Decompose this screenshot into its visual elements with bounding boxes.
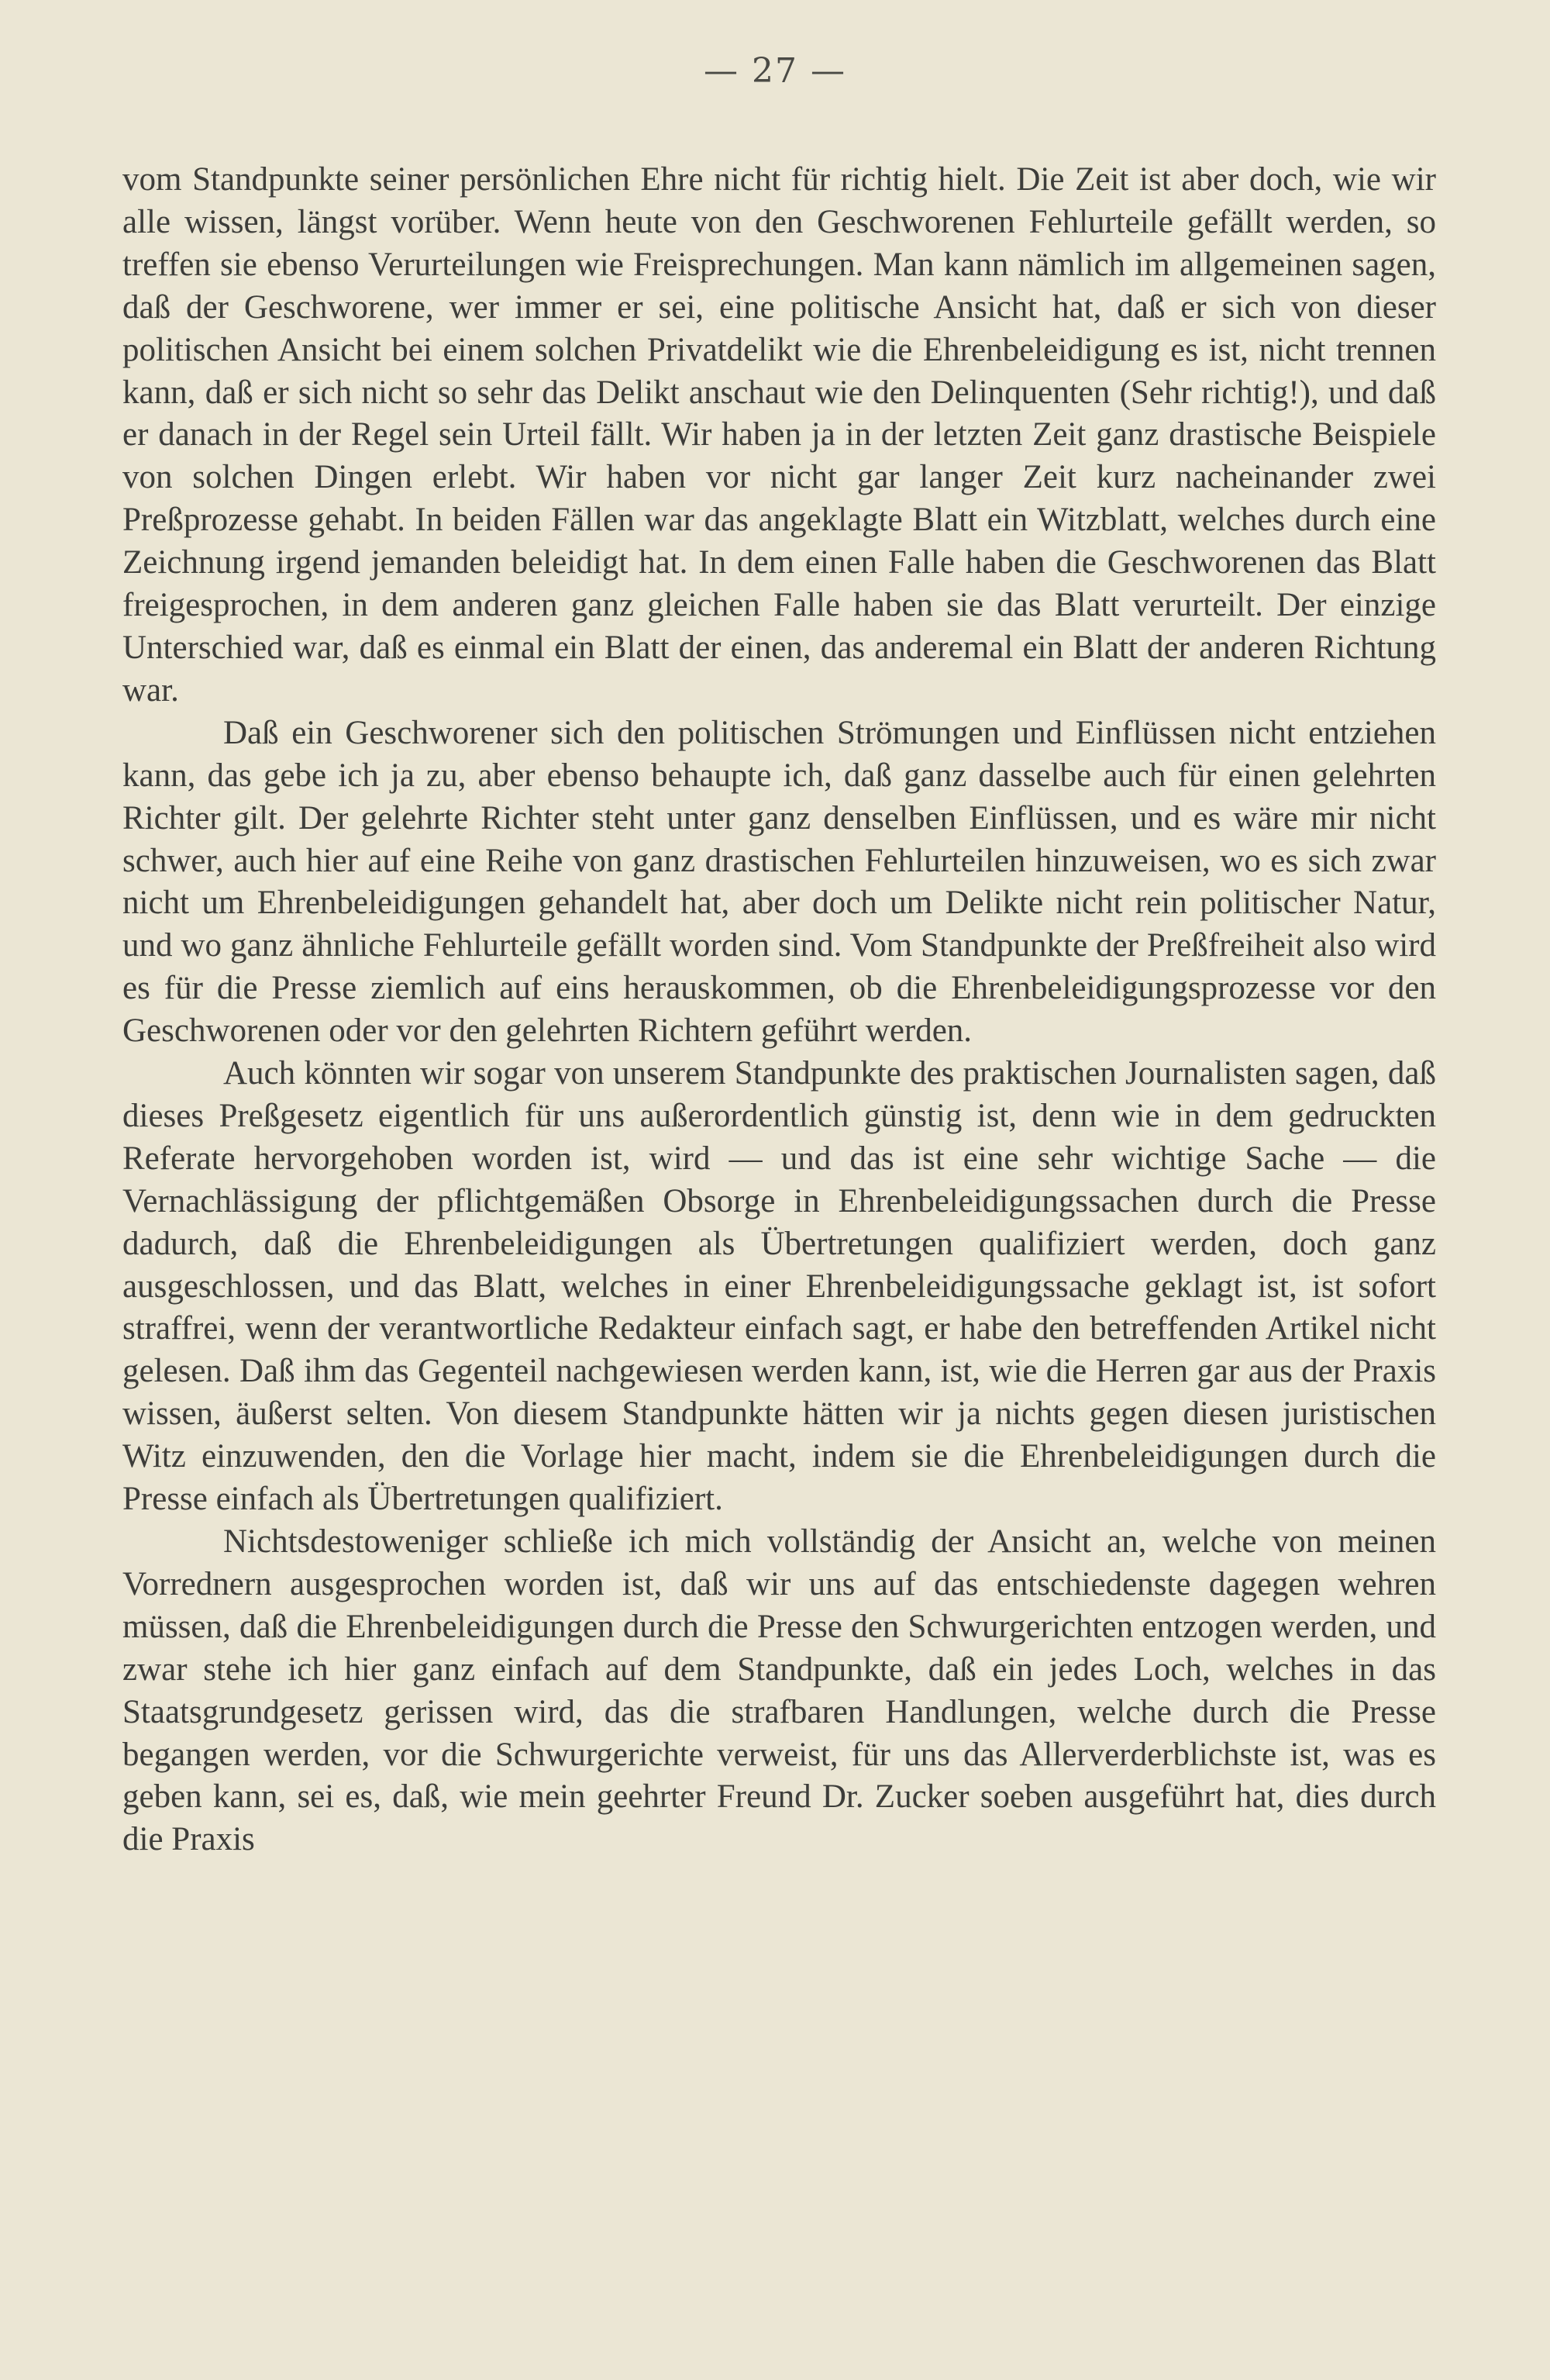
page-number: — 27 — [704,51,846,91]
paragraph-2: Daß ein Geschworener sich den politischen Strömungen und Einflüssen nicht entziehen kann, das gebe ich ja zu, aber ebenso behaupte ich, daß ganz dasselbe auch für einen gelehrten Richter gilt. Der gelehrte Richter steht unter ganz denselben Einflüssen, und es wäre mir nicht schwer, auch hier auf eine Reihe von ganz drastischen Fehlurteilen hinzuweisen, wo es sich zwar nicht um Ehrenbeleidigungen gehandelt hat, aber doch um Delikte nicht rein politischer Natur, und wo ganz ähnliche Fehlurteile gefällt worden sind. Vom Standpunkte der Preßfreiheit also wird es für die Presse ziemlich auf eins herauskommen, ob die Ehrenbeleidigungsprozesse vor den Geschworenen oder vor den gelehrten Richtern geführt werden. [122,714,1436,1050]
paragraph-4: Nichtsdestoweniger schließe ich mich vollständig der Ansicht an, welche von meinen Vorrednern ausgesprochen worden ist, daß wir uns auf das entschiedenste dagegen wehren müssen, daß die Ehrenbeleidigungen durch die Presse den Schwurgerichten entzogen werden, und zwar stehe ich hier ganz einfach auf dem Standpunkte, daß ein jedes Loch, welches in das Staatsgrundgesetz gerissen wird, das die strafbaren Handlungen, welche durch die Presse begangen werden, vor die Schwurgerichte verweist, für uns das Allerverderblichste ist, was es geben kann, sei es, daß, wie mein geehrter Freund Dr. Zucker soeben ausgeführt hat, dies durch die Praxis [122,1523,1436,1858]
paragraph-1: vom Standpunkte seiner persönlichen Ehre nicht für richtig hielt. Die Zeit ist aber doch, wie wir alle wissen, längst vorüber. Wenn heute von den Geschworenen Fehlurteile gefällt werden, so treffen sie ebenso Verurteilungen wie Freisprechungen. Man kann nämlich im allgemeinen sagen, daß der Geschworene, wer immer er sei, eine politische Ansicht hat, daß er sich von dieser politischen Ansicht bei einem solchen Privatdelikt wie die Ehrenbeleidigung es ist, nicht trennen kann, daß er sich nicht so sehr das Delikt anschaut wie den Delinquenten (Sehr richtig!), und daß er danach in der Regel sein Urteil fällt. Wir haben ja in der letzten Zeit ganz drastische Beispiele von solchen Dingen erlebt. Wir haben vor nicht gar langer Zeit kurz nacheinander zwei Preßprozesse gehabt. In beiden Fällen war das angeklagte Blatt ein Witzblatt, welches durch eine Zeichnung irgend jemanden beleidigt hat. In dem einen Falle haben die Geschworenen das Blatt freigesprochen, in dem anderen ganz gleichen Falle haben sie das Blatt verurteilt. Der einzige Unterschied war, daß es einmal ein Blatt der einen, das anderemal ein Blatt der anderen Richtung war. [122,161,1436,709]
paragraph-3: Auch könnten wir sogar von unserem Standpunkte des praktischen Journalisten sagen, daß dieses Preßgesetz eigentlich für uns außerordentlich günstig ist, denn wie in dem gedruckten Referate hervorgehoben worden ist, wird — und das ist eine sehr wichtige Sache — die Vernachlässigung der pflichtgemäßen Obsorge in Ehrenbeleidigungssachen durch die Presse dadurch, daß die Ehrenbeleidigungen als Übertretungen qualifiziert werden, doch ganz ausgeschlossen, und das Blatt, welches in einer Ehrenbeleidigungssache geklagt ist, ist sofort straffrei, wenn der verantwortliche Redakteur einfach sagt, er habe den betreffenden Artikel nicht gelesen. Daß ihm das Gegenteil nachgewiesen werden kann, ist, wie die Herren gar aus der Praxis wissen, äußerst selten. Von diesem Standpunkte hätten wir ja nichts gegen diesen juristischen Witz einzuwenden, den die Vorlage hier macht, indem sie die Ehrenbeleidigungen durch die Presse einfach als Übertretungen qualifiziert. [122,1055,1436,1518]
body-text [122,159,1436,1861]
